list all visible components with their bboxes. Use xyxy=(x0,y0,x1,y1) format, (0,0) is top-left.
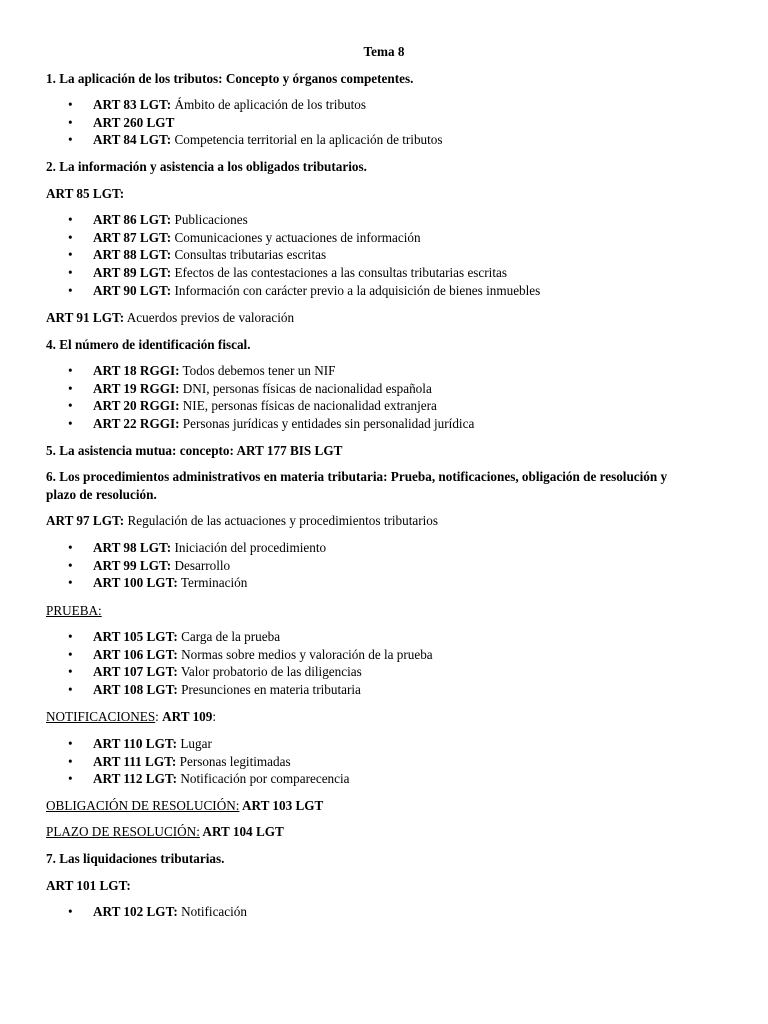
article-ref: ART 109 xyxy=(162,709,213,724)
section-6-intro xyxy=(46,512,726,529)
list-item xyxy=(46,646,726,664)
section-7-heading: 7. Las liquidaciones tributarias. xyxy=(46,851,225,866)
section-1-list xyxy=(46,96,726,149)
article-desc: Todos debemos tener un NIF xyxy=(179,363,336,378)
article-desc: Competencia territorial en la aplicación de tributos xyxy=(171,132,443,148)
section-2-after xyxy=(46,309,726,326)
article-desc: Regulación de las actuaciones y procedimientos tributarios xyxy=(124,513,439,528)
article-ref: ART 106 LGT: xyxy=(93,646,178,662)
section-2-heading: 2. La información y asistencia a los obligados tributarios. xyxy=(46,159,367,174)
article-ref: ART 90 LGT: xyxy=(93,282,172,298)
article-desc: NIE, personas físicas de nacionalidad extranjera xyxy=(179,398,437,414)
article-desc: Notificación xyxy=(177,904,247,919)
article-ref: ART 86 LGT: xyxy=(93,212,172,227)
article-ref: ART 107 LGT: xyxy=(93,664,178,680)
article-ref: ART 98 LGT: xyxy=(93,540,172,555)
list-item xyxy=(46,663,726,681)
article-ref: ART 87 LGT: xyxy=(93,229,172,245)
article-ref: ART 19 RGGI: xyxy=(93,380,180,396)
list-item xyxy=(46,753,726,771)
section-7-intro: ART 101 LGT: xyxy=(46,878,131,893)
article-ref: ART 102 LGT: xyxy=(93,904,178,919)
section-4-heading: 4. El número de identificación fiscal. xyxy=(46,337,251,352)
list-item xyxy=(46,264,726,282)
prueba-label: PRUEBA: xyxy=(46,603,102,618)
article-ref: ART 110 LGT: xyxy=(93,736,178,751)
notificaciones-label: NOTIFICACIONES xyxy=(46,709,156,724)
article-ref: ART 84 LGT: xyxy=(93,132,172,148)
article-ref: ART 88 LGT: xyxy=(93,247,172,263)
article-ref: ART 108 LGT: xyxy=(93,682,178,698)
article-desc: DNI, personas físicas de nacionalidad española xyxy=(179,380,432,396)
article-desc: Iniciación del procedimiento xyxy=(171,540,327,555)
list-item xyxy=(46,628,726,646)
article-ref: ART 18 RGGI: xyxy=(93,363,180,378)
page-title: Tema 8 xyxy=(363,44,405,59)
article-ref: ART 100 LGT: xyxy=(93,575,178,591)
article-desc: Publicaciones xyxy=(171,212,248,227)
article-ref: ART 91 LGT: xyxy=(46,310,125,325)
list-item xyxy=(46,903,726,921)
article-desc: Desarrollo xyxy=(171,557,231,573)
article-desc: Información con carácter previo a la adquisición de bienes inmuebles xyxy=(171,282,541,298)
article-desc: Efectos de las contestaciones a las consultas tributarias escritas xyxy=(171,265,507,281)
list-item xyxy=(46,415,726,433)
section-2-list xyxy=(46,211,726,299)
article-desc: Valor probatorio de las diligencias xyxy=(177,664,362,680)
plazo-label: PLAZO DE RESOLUCIÓN: xyxy=(46,824,200,839)
plazo-line xyxy=(46,823,726,840)
article-desc: Ámbito de aplicación de los tributos xyxy=(171,97,367,112)
notificaciones-line xyxy=(46,708,726,725)
section-1-heading: 1. La aplicación de los tributos: Concepto y órganos competentes. xyxy=(46,71,414,86)
article-desc: Terminación xyxy=(177,575,248,591)
list-item xyxy=(46,735,726,753)
article-ref: ART 104 LGT xyxy=(199,824,284,839)
article-ref: ART 97 LGT: xyxy=(46,513,125,528)
article-desc: Lugar xyxy=(177,736,212,751)
list-item xyxy=(46,770,726,788)
separator: : xyxy=(212,709,217,724)
section-5-heading: 5. La asistencia mutua: concepto: ART 177 BIS LGT xyxy=(46,443,343,458)
list-item xyxy=(46,229,726,247)
section-7-list xyxy=(46,903,726,921)
section-4-list xyxy=(46,362,726,433)
list-item xyxy=(46,96,726,114)
article-desc: Consultas tributarias escritas xyxy=(171,247,327,263)
article-desc: Comunicaciones y actuaciones de información xyxy=(171,229,421,245)
list-item xyxy=(46,557,726,575)
article-ref: ART 112 LGT: xyxy=(93,771,178,787)
list-item xyxy=(46,211,726,229)
article-ref: ART 83 LGT: xyxy=(93,97,172,112)
list-item xyxy=(46,380,726,398)
list-item xyxy=(46,362,726,380)
separator: : xyxy=(155,709,163,724)
list-item xyxy=(46,574,726,592)
list-item xyxy=(46,681,726,699)
article-desc: Normas sobre medios y valoración de la prueba xyxy=(177,646,433,662)
list-item xyxy=(46,539,726,557)
article-desc: Notificación por comparecencia xyxy=(177,771,350,787)
list-item xyxy=(46,114,726,132)
obligacion-label: OBLIGACIÓN DE RESOLUCIÓN: xyxy=(46,798,240,813)
article-ref: ART 99 LGT: xyxy=(93,557,172,573)
list-item xyxy=(46,246,726,264)
list-item xyxy=(46,131,726,149)
article-ref: ART 103 LGT xyxy=(239,798,324,813)
section-6-list xyxy=(46,539,726,592)
article-ref: ART 260 LGT xyxy=(93,114,175,130)
article-ref: ART 111 LGT: xyxy=(93,753,177,769)
article-desc: Personas jurídicas y entidades sin personalidad jurídica xyxy=(179,416,475,432)
article-ref: ART 22 RGGI: xyxy=(93,416,180,432)
section-2-intro: ART 85 LGT: xyxy=(46,186,125,201)
article-desc: Personas legitimadas xyxy=(176,753,291,769)
prueba-list xyxy=(46,628,726,699)
article-ref: ART 20 RGGI: xyxy=(93,398,180,414)
article-ref: ART 105 LGT: xyxy=(93,629,178,644)
obligacion-line xyxy=(46,797,726,814)
notificaciones-list xyxy=(46,735,726,788)
article-desc: Carga de la prueba xyxy=(177,629,281,644)
section-6-heading-line1: 6. Los procedimientos administrativos en materia tributaria: Prueba, notificaciones, obligación de resolución y xyxy=(46,469,668,484)
list-item xyxy=(46,397,726,415)
article-desc: Presunciones en materia tributaria xyxy=(177,682,361,698)
section-6-heading-line2: plazo de resolución. xyxy=(46,487,157,502)
list-item xyxy=(46,282,726,300)
article-ref: ART 89 LGT: xyxy=(93,265,172,281)
article-desc: Acuerdos previos de valoración xyxy=(124,310,295,325)
